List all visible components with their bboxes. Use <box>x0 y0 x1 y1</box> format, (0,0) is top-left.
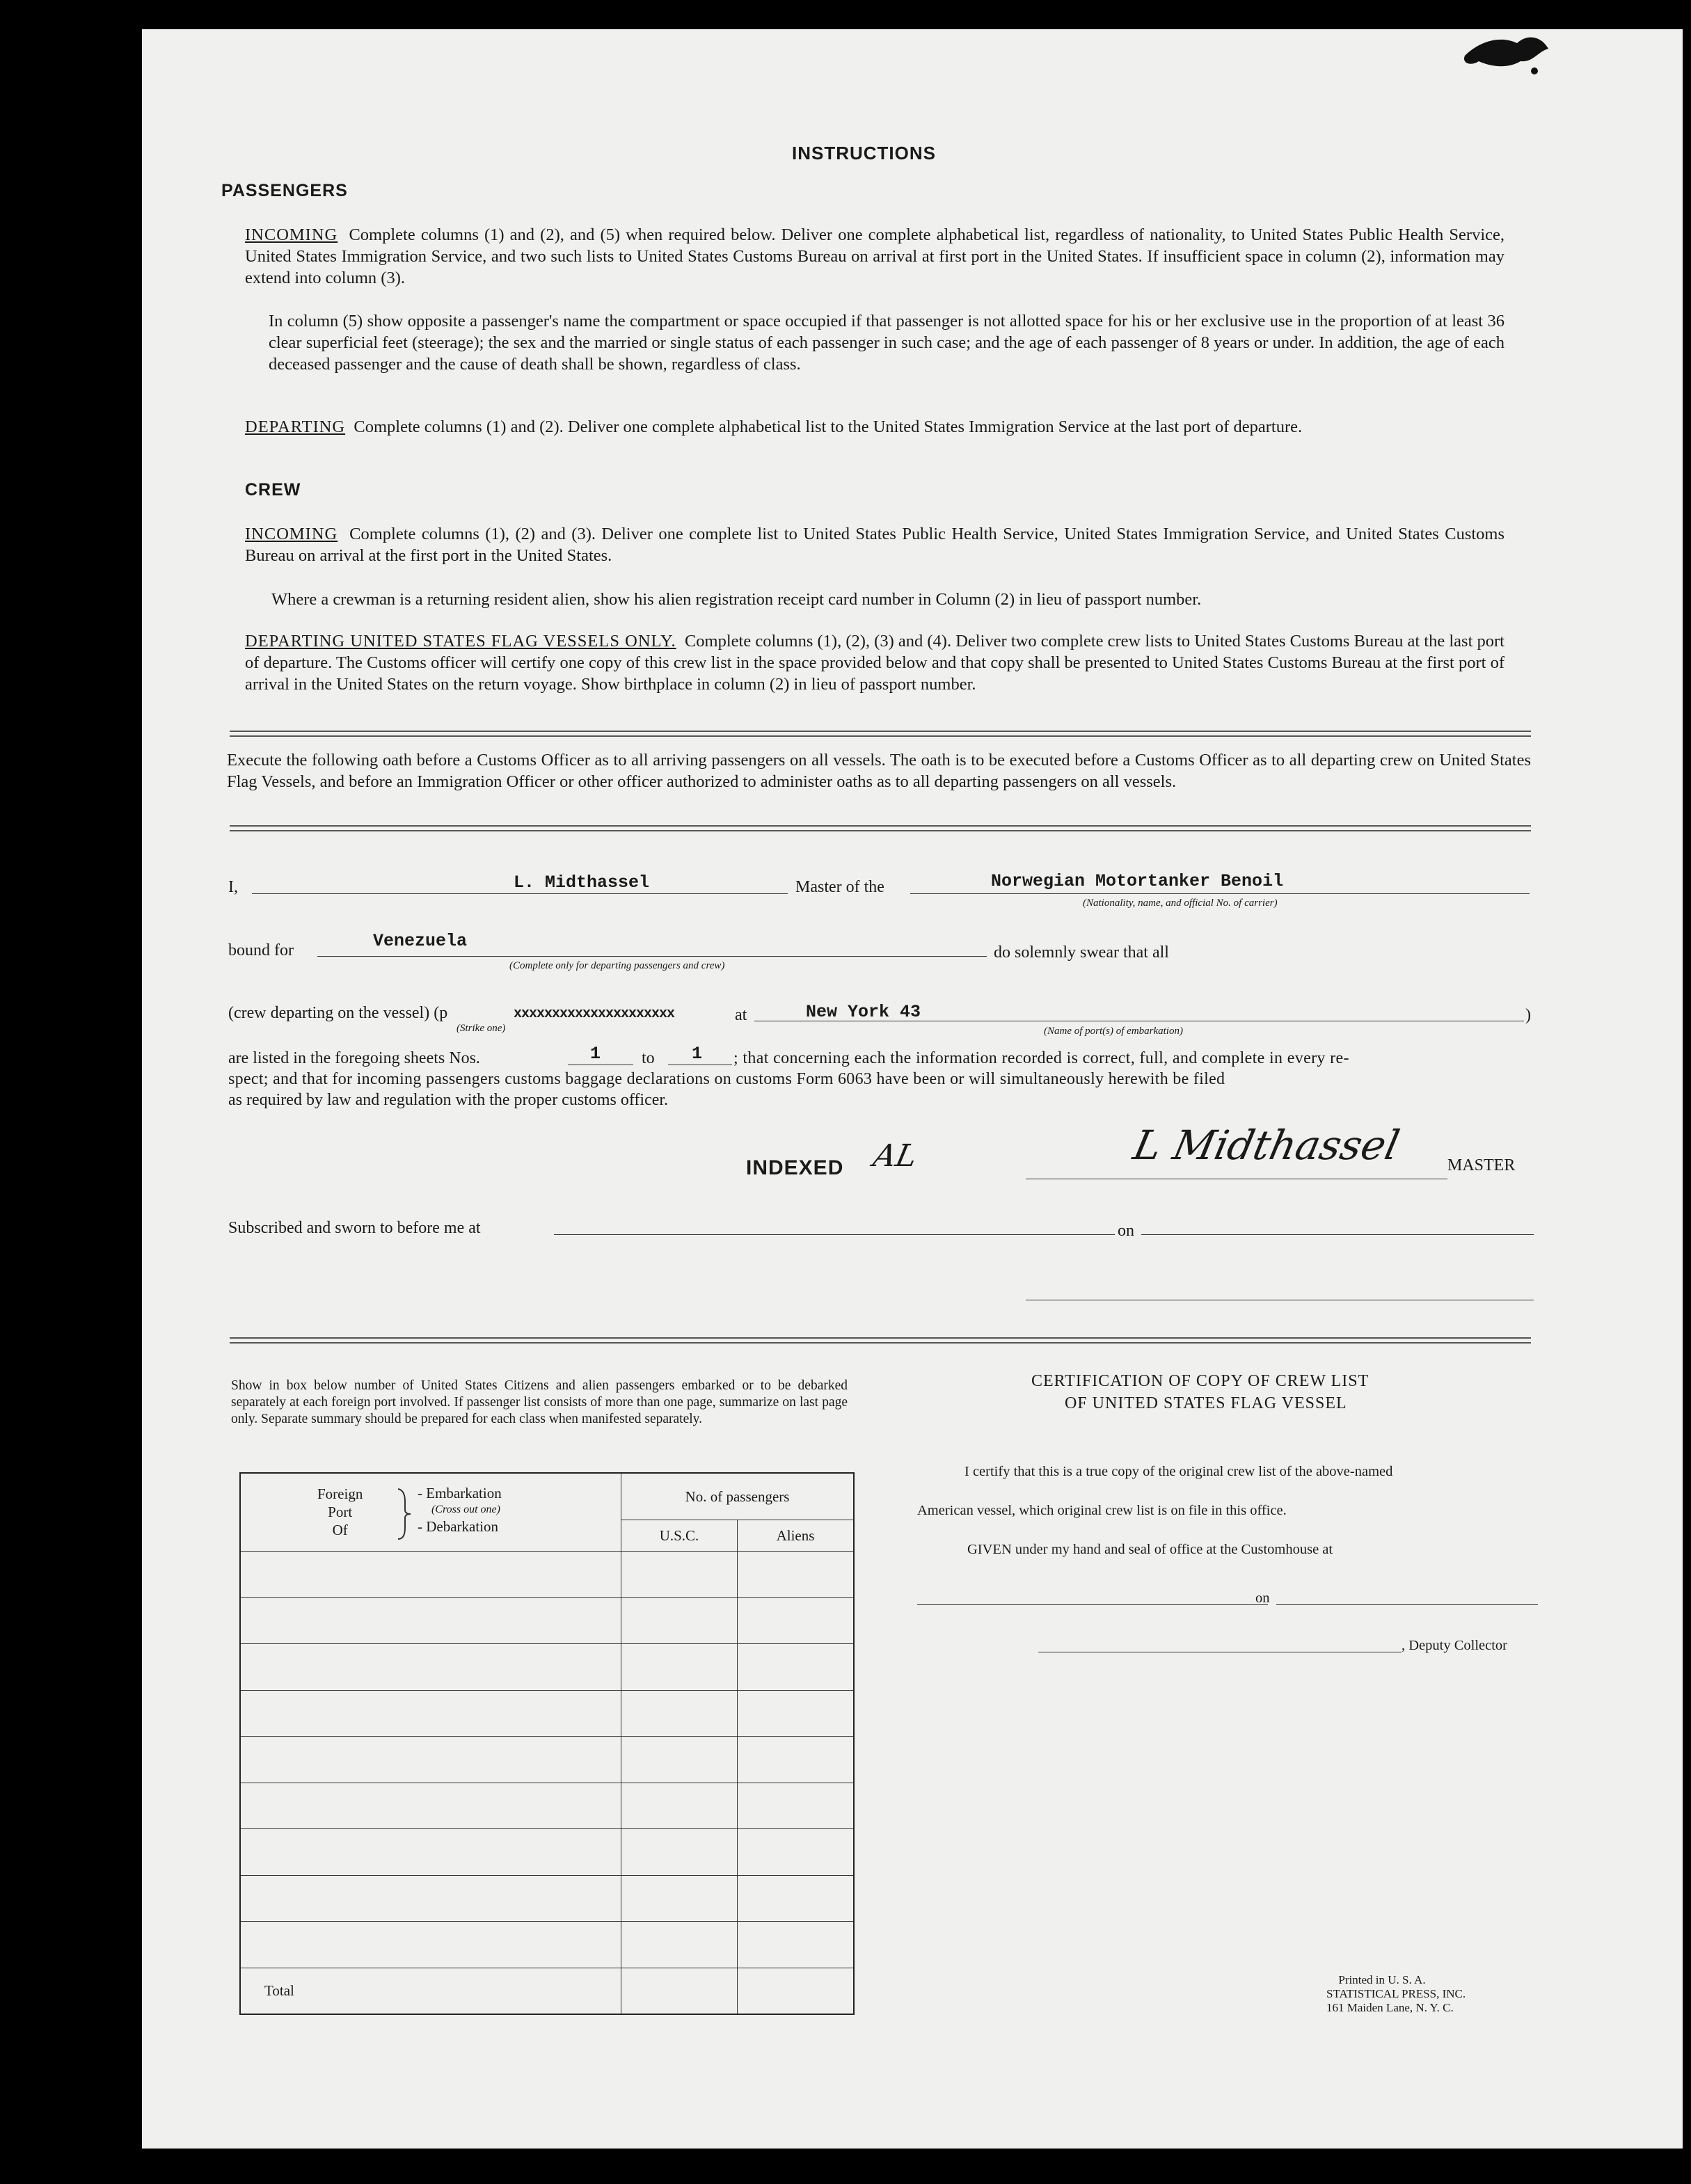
table-row <box>240 1829 854 1876</box>
foreign-label: Foreign <box>317 1485 363 1502</box>
embarkation-label: - Embarkation <box>418 1484 502 1501</box>
at-label: at <box>735 1006 747 1024</box>
printer-imprint <box>1326 1973 1466 2015</box>
passenger-summary-table <box>239 1472 855 2015</box>
divider <box>230 1342 1531 1344</box>
total-row <box>240 1968 854 2014</box>
divider <box>230 735 1531 737</box>
departing-flag-label: DEPARTING UNITED STATES FLAG VESSELS ONLY. <box>245 632 676 651</box>
crew-incoming-text: Complete columns (1), (2) and (3). Deliver one complete list to United States Public Health Service, United States Immigration Service, and United States Customs Bureau on arrival at the first port in the United States. <box>245 525 1505 565</box>
table-row <box>240 1783 854 1829</box>
carrier-caption: (Nationality, name, and official No. of carrier) <box>1083 898 1278 909</box>
listed-label: are listed in the foregoing sheets Nos. <box>228 1049 480 1067</box>
sheet-from: 1 <box>590 1044 601 1064</box>
struck-out-text: xxxxxxxxxxxxxxxxxxxxx <box>514 1006 675 1022</box>
incoming-text: Complete columns (1) and (2), and (5) when required below. Deliver one complete alphabetical list, regardless of nationality, to United States Public Health Service, United States Immigration Service, and two such lists to United States Customs Bureau on arrival at first port in the United States. If insufficient space in column (2), information may extend into column (3). <box>245 225 1505 287</box>
carrier-line <box>910 893 1530 894</box>
master-name: L. Midthassel <box>514 872 650 893</box>
crew-departing-label: (crew departing on the vessel) (p <box>228 1004 448 1022</box>
port-header-cell <box>240 1473 621 1552</box>
summary-instructions: Show in box below number of United States Citizens and alien passengers embarked or to be debarked separately at each foreign port involved. If passenger list consists of more than one page, summarize on last page only. Separate summary should be prepared for each class when manifested separately. <box>231 1378 848 1426</box>
bound-for-destination: Venezuela <box>373 931 468 951</box>
table-row <box>240 1690 854 1737</box>
table-row <box>240 1875 854 1922</box>
swear-label: do solemnly swear that all <box>994 943 1169 962</box>
to-label: to <box>642 1049 655 1067</box>
oath-paragraph: Execute the following oath before a Customs Officer as to all arriving passengers on all vessels. The oath is to be executed before a Customs Officer as to all departing crew on United States Flag Vessels, and before an Immigration Officer or other officer authorized to administer oaths as to all departing passengers on all vessels. <box>227 751 1531 791</box>
crew-incoming-paragraph <box>245 523 1505 566</box>
close-paren: ) <box>1525 1006 1531 1024</box>
table-row <box>240 1597 854 1644</box>
deputy-collector-label: , Deputy Collector <box>1402 1638 1508 1653</box>
passengers-departing-paragraph <box>245 416 1505 438</box>
no-passengers-header: No. of passengers <box>621 1473 855 1520</box>
passengers-incoming-paragraph <box>245 224 1505 289</box>
aliens-header: Aliens <box>738 1520 855 1552</box>
indexed-stamp: INDEXED <box>746 1156 844 1179</box>
bound-for-label: bound for <box>228 941 294 959</box>
certification-on-label: on <box>1255 1591 1270 1606</box>
strike-caption: (Strike one) <box>457 1023 506 1034</box>
master-of-label: Master of the <box>795 878 884 896</box>
usc-header: U.S.C. <box>621 1520 738 1552</box>
incoming-label: INCOMING <box>245 225 338 244</box>
divider <box>230 825 1531 827</box>
master-signature: L Midthassel <box>1129 1122 1404 1169</box>
ink-blot <box>1451 28 1555 83</box>
subscribed-date-line <box>1141 1234 1534 1235</box>
listed-line2: spect; and that for incoming passengers customs baggage declarations on customs Form 6063 have been or will simultaneously herewith be filed <box>228 1070 1225 1088</box>
sheet-to: 1 <box>692 1044 703 1064</box>
departing-flag-paragraph <box>245 630 1505 695</box>
printer-name: STATISTICAL PRESS, INC. <box>1326 1987 1466 2000</box>
listed-rest: ; that concerning each the information recorded is correct, full, and complete in every re- <box>733 1049 1349 1067</box>
table-row <box>240 1922 854 1968</box>
divider <box>230 1337 1531 1339</box>
departing-text: Complete columns (1) and (2). Deliver one complete alphabetical list to the United States Immigration Service at the last port of departure. <box>354 417 1303 436</box>
certification-title-1: CERTIFICATION OF COPY OF CREW LIST <box>1031 1372 1370 1390</box>
departing-flag-text: Complete columns (1), (2), (3) and (4). Deliver two complete crew lists to United States Customs Bureau at the last port of departure. The Customs officer will certify one copy of this crew list in the space provided below and that copy shall be presented to United States Customs Bureau at the first port of arrival in the United States on the return voyage. Show birthplace in column (2) in lieu of passport number. <box>245 632 1505 694</box>
certification-date-line <box>1276 1604 1538 1605</box>
master-name-line <box>252 893 788 894</box>
table-row <box>240 1552 854 1598</box>
carrier-name: Norwegian Motortanker Benoil <box>991 871 1284 891</box>
subscribed-label: Subscribed and sworn to before me at <box>228 1219 481 1237</box>
i-label: I, <box>228 878 238 896</box>
table-row <box>240 1737 854 1783</box>
debarkation-label: - Debarkation <box>418 1517 499 1535</box>
given-text: GIVEN under my hand and seal of office at the Customhouse at <box>967 1542 1333 1557</box>
divider <box>230 830 1531 831</box>
of-label: Of <box>332 1521 348 1538</box>
crew-heading: CREW <box>245 480 301 500</box>
page-title: INSTRUCTIONS <box>792 143 936 164</box>
departing-label: DEPARTING <box>245 417 346 436</box>
total-label: Total <box>240 1968 621 2014</box>
certify-line-1: I certify that this is a true copy of the original crew list of the above-named <box>964 1464 1393 1479</box>
listed-line3: as required by law and regulation with the proper customs officer. <box>228 1091 669 1109</box>
subscribed-place-line <box>554 1234 1115 1235</box>
passengers-heading: PASSENGERS <box>221 181 348 200</box>
table-row <box>240 1644 854 1691</box>
on-label: on <box>1118 1222 1134 1240</box>
printed-in-usa: Printed in U. S. A. <box>1338 1973 1426 1986</box>
crewman-paragraph: Where a crewman is a returning resident alien, show his alien registration receipt card number in Column (2) in lieu of passport number. <box>271 590 1202 609</box>
column5-paragraph: In column (5) show opposite a passenger's name the compartment or space occupied if that passenger is not allotted space for his or her exclusive use in the proportion of at least 36 clear superficial feet (steerage); the sex and the married or single status of each passenger in such case; and the age of each passenger of 8 years or under. In addition, the age of each deceased passenger and the cause of death shall be shown, regardless of class. <box>269 312 1505 374</box>
customhouse-line <box>917 1604 1268 1605</box>
port-caption: (Name of port(s) of embarkation) <box>1044 1026 1183 1037</box>
embarkation-port: New York 43 <box>806 1002 921 1022</box>
brace-icon <box>395 1488 412 1540</box>
certify-line-2: American vessel, which original crew list is on file in this office. <box>917 1503 1287 1518</box>
indexed-initials: AL <box>870 1138 921 1174</box>
printer-address: 161 Maiden Lane, N. Y. C. <box>1326 2001 1454 2014</box>
bound-for-line <box>317 956 987 957</box>
master-label: MASTER <box>1447 1156 1516 1174</box>
bound-for-caption: (Complete only for departing passengers and crew) <box>509 960 725 971</box>
certification-title-2: OF UNITED STATES FLAG VESSEL <box>1065 1394 1347 1412</box>
crew-incoming-label: INCOMING <box>245 525 338 543</box>
divider <box>230 731 1531 732</box>
cross-out-label: (Cross out one) <box>431 1503 500 1515</box>
port-label: Port <box>328 1503 353 1520</box>
